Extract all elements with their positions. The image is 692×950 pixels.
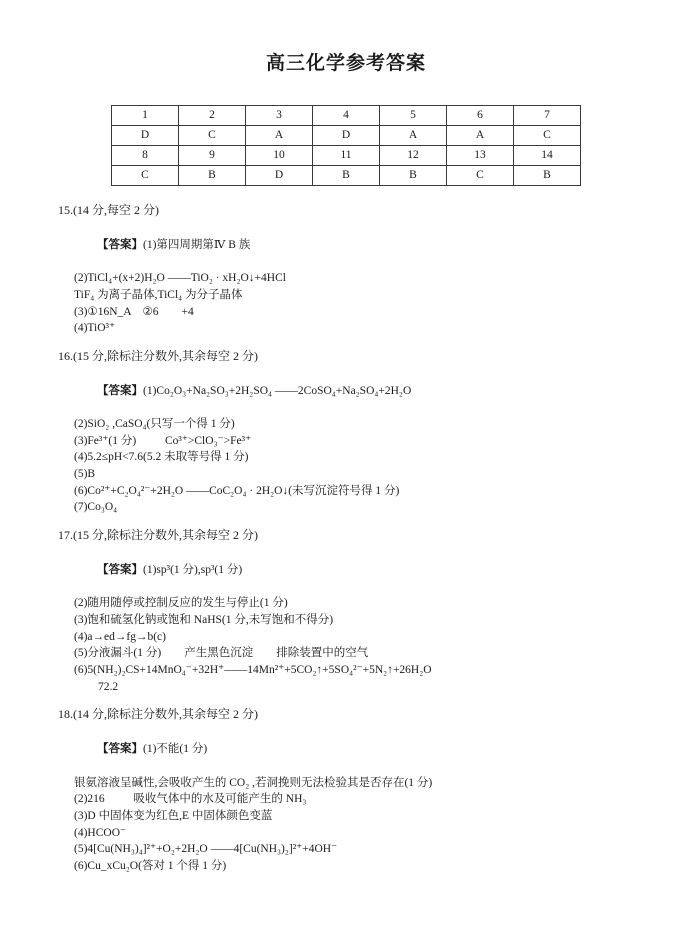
answer-label: 【答案】 <box>97 743 143 756</box>
answer-line: (4)a→ed→fg→b(c) <box>74 630 166 643</box>
table-cell: C <box>447 166 514 186</box>
table-cell: 7 <box>514 106 581 126</box>
answer-line: (7)Co₃O₄ <box>74 501 118 514</box>
table-cell: 9 <box>179 146 246 166</box>
answer-line: (4)5.2≤pH<7.6(5.2 未取等号得 1 分) <box>74 451 249 464</box>
answer-text: (1)Co₂O₃+Na₂SO₃+2H₂SO₄ ——2CoSO₄+Na₂SO₄+2H₂O <box>143 384 412 397</box>
table-cell: 11 <box>313 146 380 166</box>
answer-line: (3)D 中固体变为红色,E 中固体颜色变蓝 <box>74 809 273 822</box>
table-cell: 4 <box>313 106 380 126</box>
answer-text: (1)sp³(1 分),sp³(1 分) <box>143 563 243 576</box>
answer-line: (2)TiCl₄+(x+2)H₂O ——TiO₂ · xH₂O↓+4HCl <box>74 272 286 285</box>
answer-line: (2)随用随停或控制反应的发生与停止(1 分) <box>74 597 288 610</box>
answer-line: (6)Co²⁺+C₂O₄²⁻+2H₂O ——CoC₂O₄ · 2H₂O↓(未写沉淀符号得 1 分) <box>74 484 400 497</box>
table-cell: 10 <box>246 146 313 166</box>
table-row <box>112 146 581 166</box>
answer-line: (2)216 吸收气体中的水及可能产生的 NH₃ <box>74 793 307 806</box>
table-cell: B <box>179 166 246 186</box>
answer-label: 【答案】 <box>97 384 143 397</box>
table-cell: A <box>447 126 514 146</box>
table-cell: 13 <box>447 146 514 166</box>
table-cell: D <box>313 126 380 146</box>
question-heading: 15.(14 分,每空 2 分) <box>58 203 159 217</box>
answer-table <box>111 105 581 186</box>
answer-line: (5)B <box>74 468 96 481</box>
question-block-18 <box>58 706 634 874</box>
table-cell: C <box>179 126 246 146</box>
answers-body <box>58 202 634 875</box>
answer-line: (3)①16N_A ②6 +4 <box>74 305 194 318</box>
table-row <box>112 126 581 146</box>
answer-table-container <box>58 105 634 186</box>
answer-line: 银氨溶液呈碱性,会吸收产生的 CO₂ ,若洞挽则无法检验其是否存在(1 分) <box>74 776 433 789</box>
answer-line: (2)SiO₂ ,CaSO₄(只写一个得 1 分) <box>74 418 235 431</box>
answer-line: (6)Cu_xCu₂O(答对 1 个得 1 分) <box>74 859 227 872</box>
table-cell: A <box>246 126 313 146</box>
answer-line <box>74 545 634 595</box>
answer-line <box>74 366 634 416</box>
page-title: 高三化学参考答案 <box>265 52 426 74</box>
answer-label: 【答案】 <box>97 563 143 576</box>
table-cell: D <box>246 166 313 186</box>
table-cell: B <box>313 166 380 186</box>
table-row <box>112 166 581 186</box>
question-heading: 17.(15 分,除标注分数外,其余每空 2 分) <box>58 528 258 543</box>
answer-line <box>74 725 634 775</box>
answer-line: 72.2 <box>98 680 119 693</box>
question-heading: 16.(15 分,除标注分数外,其余每空 2 分) <box>58 348 258 363</box>
table-cell: B <box>380 166 447 186</box>
table-cell: 5 <box>380 106 447 126</box>
answer-line: (6)5(NH₂)₂CS+14MnO₄⁻+32H⁺——14Mn²⁺+5CO₂↑+5SO₄²⁻+5N₂↑+26H₂O <box>74 664 432 677</box>
table-cell: C <box>514 126 581 146</box>
answer-line: (4)HCOO⁻ <box>74 826 127 839</box>
question-block-16 <box>58 348 634 516</box>
table-cell: 3 <box>246 106 313 126</box>
table-cell: 12 <box>380 146 447 166</box>
table-cell: 2 <box>179 106 246 126</box>
answer-line: (3)饱和硫氢化钠或饱和 NaHS(1 分,未写饱和不得分) <box>74 614 334 626</box>
question-heading: 18.(14 分,除标注分数外,其余每空 2 分) <box>58 707 258 722</box>
answer-label: 【答案】 <box>97 238 143 251</box>
table-cell: B <box>514 166 581 186</box>
answer-line: (3)Fe³⁺(1 分) Co³⁺>ClO₃⁻>Fe³⁺ <box>74 434 252 447</box>
document-page <box>0 48 692 950</box>
table-cell: D <box>112 126 179 146</box>
table-cell: 14 <box>514 146 581 166</box>
table-cell: 1 <box>112 106 179 126</box>
answer-line: (4)TiO³⁺ <box>74 322 116 335</box>
answer-text: (1)第四周期第Ⅳ B 族 <box>143 238 251 251</box>
answer-line <box>74 220 634 270</box>
table-cell: 6 <box>447 106 514 126</box>
table-cell: C <box>112 166 179 186</box>
table-cell: 8 <box>112 146 179 166</box>
answer-line: (5)分液漏斗(1 分) 产生黑色沉淀 排除装置中的空气 <box>74 647 369 660</box>
table-row <box>112 106 581 126</box>
question-block-15 <box>58 202 634 337</box>
answer-line: TiF₄ 为离子晶体,TiCl₄ 为分子晶体 <box>74 288 243 301</box>
table-cell: A <box>380 126 447 146</box>
question-block-17 <box>58 527 634 695</box>
answer-line: (5)4[Cu(NH₃)₄]²⁺+O₂+2H₂O ——4[Cu(NH₃)₂]²⁺+4OH⁻ <box>74 843 338 856</box>
answer-text: (1)不能(1 分) <box>143 743 208 756</box>
